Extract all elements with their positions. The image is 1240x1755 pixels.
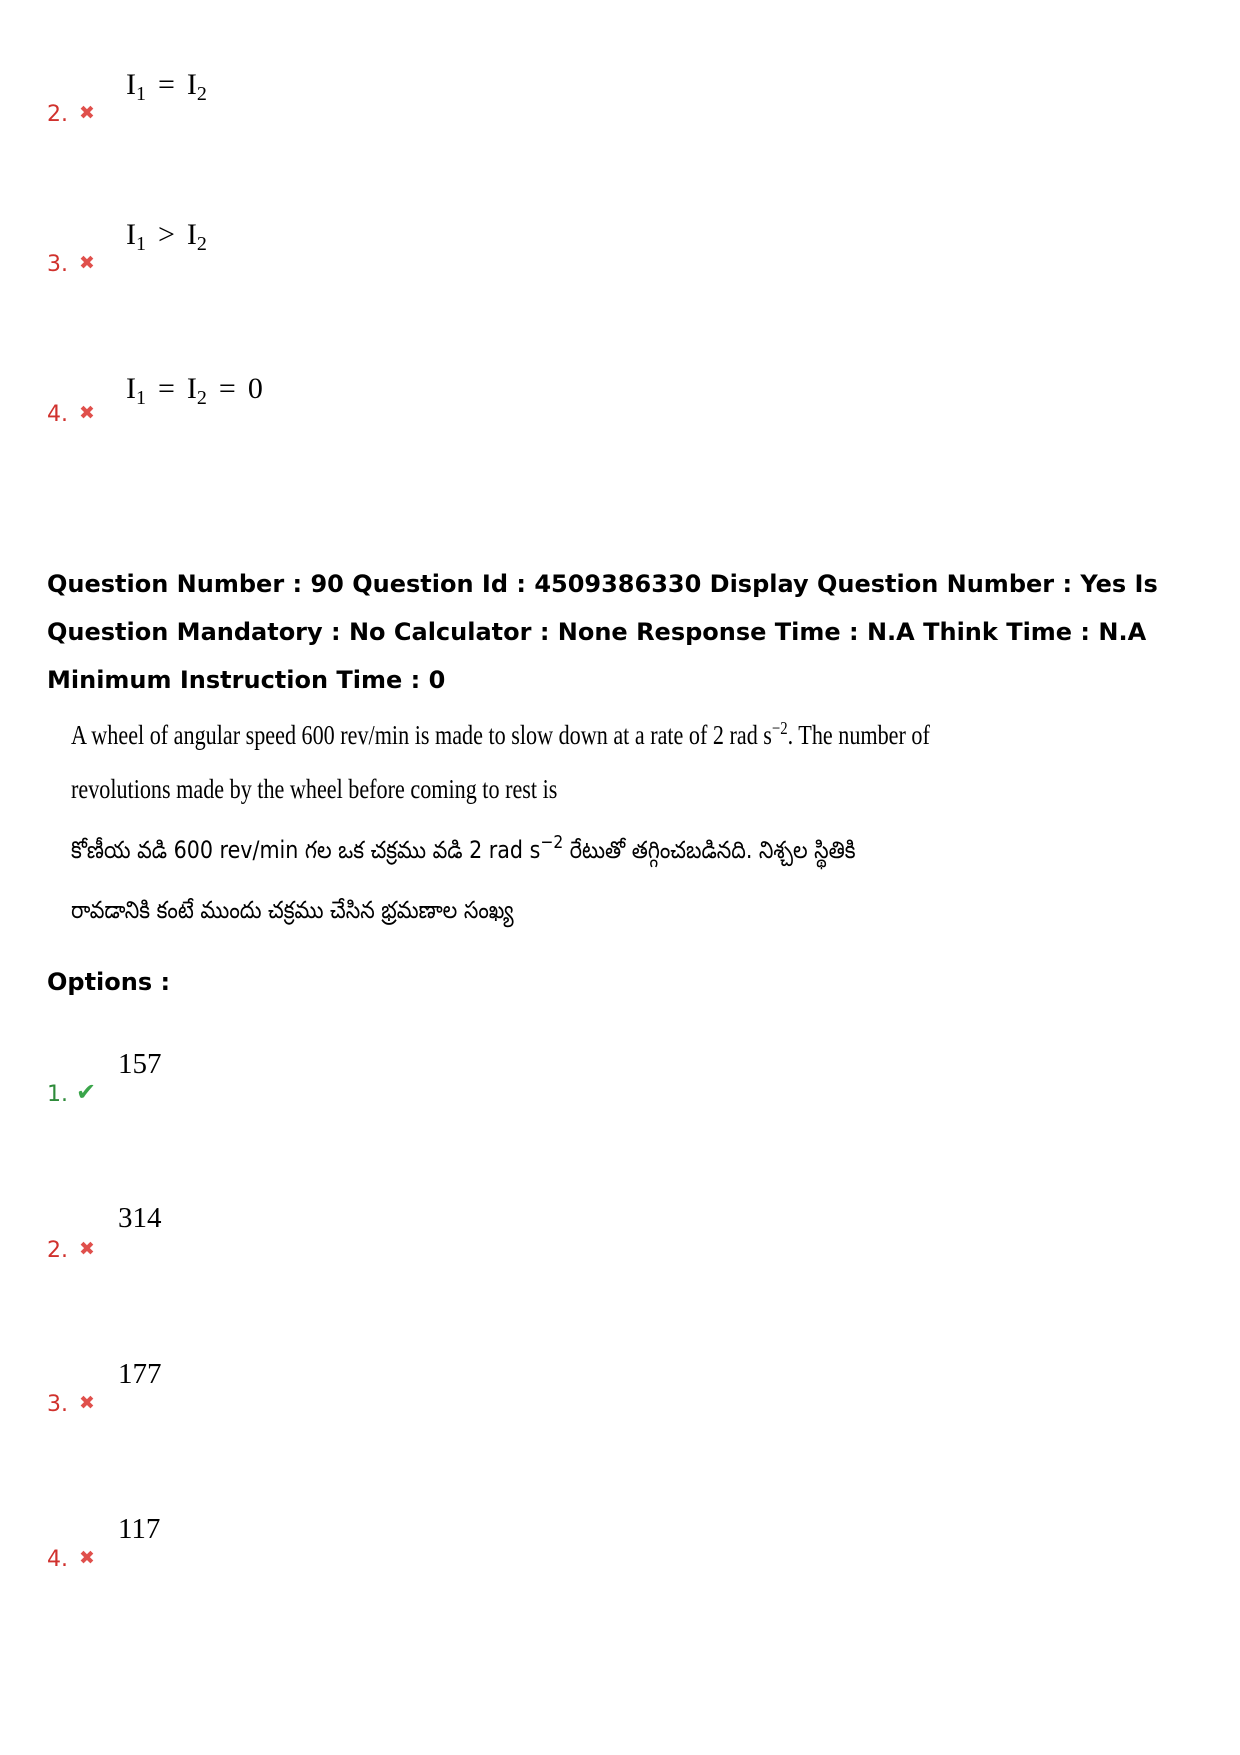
option-number: 2.	[47, 102, 68, 127]
cross-icon: ✖	[79, 1238, 95, 1260]
option-number: 4.	[47, 1547, 68, 1572]
cross-icon: ✖	[79, 1547, 95, 1569]
question-text-en-line2: revolutions made by the wheel before coming to rest is	[71, 774, 558, 804]
option-number: 3.	[47, 252, 68, 277]
option-number: 1.	[47, 1082, 68, 1107]
option-number: 3.	[47, 1392, 68, 1417]
cross-icon: ✖	[79, 402, 95, 424]
question-header: Question Number : 90 Question Id : 4509386330 Display Question Number : Yes Is Question Mandatory : No Calculator : None Response Time : N.A Think Time : N.A Minimum Instruction Time : 0	[47, 570, 1158, 694]
option-value: 314	[118, 1202, 162, 1234]
option-item	[0, 1350, 1240, 1440]
option-formula: $I_1 = I_2 = 0$	[126, 372, 263, 409]
option-item	[0, 1196, 1240, 1286]
check-icon: ✔	[76, 1078, 97, 1106]
question-text-te-line1: కోణీయ వడి 600 rev/min గల ఒక చక్రము వడి 2 rad $s^{-2}$ రేటుతో తగ్గించబడినది. నిశ్చల స్థితికి	[71, 832, 856, 864]
option-number: 4.	[47, 402, 68, 427]
cross-icon: ✖	[79, 252, 95, 274]
option-item	[0, 1505, 1240, 1595]
option-value: 117	[118, 1513, 161, 1545]
cross-icon: ✖	[79, 102, 95, 124]
prev-option	[0, 210, 1240, 300]
option-value: 177	[118, 1358, 162, 1390]
prev-option	[0, 358, 1240, 448]
option-formula: $I_1 = I_2$	[126, 68, 207, 105]
option-formula: $I_1 > I_2$	[126, 218, 207, 255]
options-label: Options :	[47, 968, 171, 996]
prev-option	[0, 60, 1240, 150]
option-value: 157	[118, 1048, 162, 1080]
question-text-en-line1: A wheel of angular speed 600 rev/min is made to slow down at a rate of 2 rad $s^{-2}$. The number of	[71, 718, 930, 750]
question-text-te-line2: రావడానికి కంటే ముందు చక్రము చేసిన భ్రమణాల సంఖ్య	[71, 896, 514, 924]
option-item	[0, 1040, 1240, 1130]
option-number: 2.	[47, 1238, 68, 1263]
cross-icon: ✖	[79, 1392, 95, 1414]
